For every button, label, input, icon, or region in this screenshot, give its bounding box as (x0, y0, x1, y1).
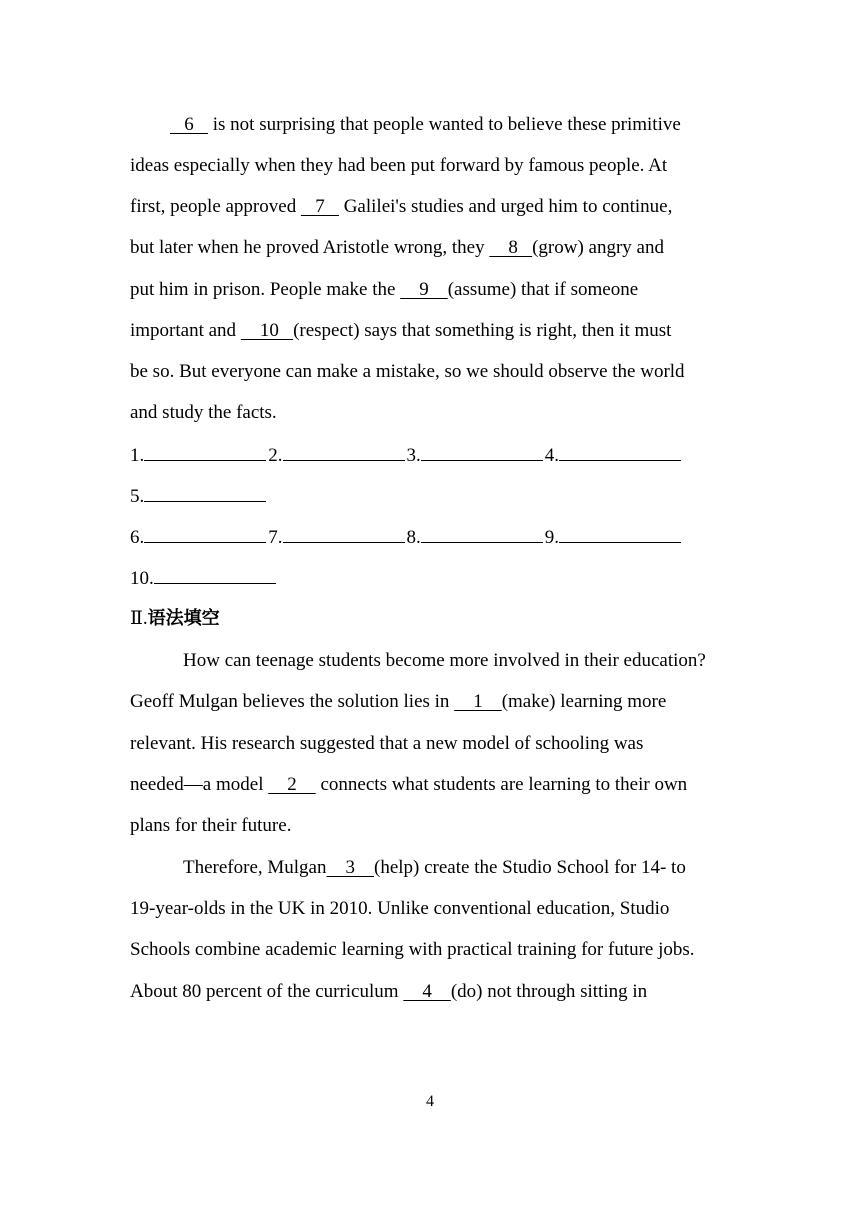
answer-item (268, 526, 406, 550)
blank-number: 4 (403, 981, 451, 1002)
blank-number: 2 (268, 774, 316, 795)
text-span: first, people approved (130, 196, 301, 217)
text-line (170, 113, 681, 137)
blank-number: 8 (489, 237, 533, 258)
answer-item (545, 444, 683, 468)
text-span: (grow) angry and (532, 237, 664, 258)
answer-blank-line[interactable] (283, 541, 405, 543)
text-span: put him in prison. People make the (130, 279, 401, 300)
answer-blank-line[interactable] (144, 500, 266, 502)
text-span: (respect) says that something is right, then it must (293, 320, 672, 341)
text-span: and study the facts. (130, 402, 277, 423)
answer-row (130, 485, 268, 509)
text-line (130, 773, 687, 797)
answer-row (130, 444, 683, 468)
answer-blank-line[interactable] (144, 459, 266, 461)
answer-blank-line[interactable] (154, 582, 276, 584)
text-span: is not surprising that people wanted to believe these primitive (208, 114, 681, 135)
text-span: needed—a model (130, 774, 269, 795)
answer-row (130, 567, 278, 591)
text-line (130, 897, 669, 921)
blank-number: 3 (326, 857, 374, 878)
text-line (130, 980, 647, 1004)
answer-blank-line[interactable] (144, 541, 266, 543)
blank-number: 7 (300, 196, 339, 217)
answer-blank-line[interactable] (283, 459, 405, 461)
answer-blank-line[interactable] (421, 459, 543, 461)
text-line (130, 195, 672, 219)
answer-label: 1. (130, 445, 145, 466)
answer-row (130, 526, 683, 550)
blank-number: 1 (454, 691, 502, 712)
answer-label: 6. (130, 527, 145, 548)
text-span: (assume) that if someone (447, 279, 639, 300)
answer-label: 2. (268, 445, 283, 466)
answer-blank-line[interactable] (559, 459, 681, 461)
text-line (130, 236, 664, 260)
answer-item (130, 567, 278, 591)
answer-item (130, 526, 268, 550)
blank-number: 9 (400, 279, 448, 300)
text-line (130, 319, 671, 343)
page-number: 4 (426, 1093, 434, 1110)
answer-blank-line[interactable] (559, 541, 681, 543)
answer-label: 9. (544, 527, 559, 548)
answer-blank-line[interactable] (421, 541, 543, 543)
text-span: (make) learning more (501, 691, 667, 712)
answer-item (130, 444, 268, 468)
text-span: be so. But everyone can make a mistake, so we should observe the world (130, 361, 685, 382)
text-line (130, 401, 277, 425)
text-line (130, 360, 685, 384)
answer-item (130, 485, 268, 509)
blank-number: 6 (170, 114, 208, 135)
answer-label: 8. (406, 527, 421, 548)
text-span: Galilei's studies and urged him to continue, (338, 196, 673, 217)
text-span: (help) create the Studio School for 14- to (374, 857, 686, 878)
text-span: How can teenage students become more involved in their education? (183, 650, 706, 671)
text-span: 19-year-olds in the UK in 2010. Unlike conventional education, Studio (130, 898, 670, 919)
text-line (130, 814, 291, 838)
section-heading (130, 607, 220, 631)
answer-label: 5. (130, 486, 145, 507)
text-span: About 80 percent of the curriculum (130, 981, 404, 1002)
text-span: (do) not through sitting in (450, 981, 648, 1002)
text-line (130, 154, 667, 178)
answer-label: 3. (406, 445, 421, 466)
text-line (130, 690, 666, 714)
answer-label: 7. (268, 527, 283, 548)
text-span: relevant. His research suggested that a new model of schooling was (130, 733, 644, 754)
section-numeral: Ⅱ. (130, 608, 148, 629)
text-span: but later when he proved Aristotle wrong, they (130, 237, 490, 258)
text-span: Therefore, Mulgan (183, 857, 327, 878)
text-line (130, 278, 638, 302)
text-span: ideas especially when they had been put forward by famous people. At (130, 155, 668, 176)
answer-item (407, 444, 545, 468)
text-span: plans for their future. (130, 815, 292, 836)
blank-number: 10 (240, 320, 294, 341)
text-span: connects what students are learning to their own (315, 774, 688, 795)
text-span: Schools combine academic learning with practical training for future jobs. (130, 939, 695, 960)
text-line (183, 649, 706, 673)
answer-item (268, 444, 406, 468)
text-span: important and (130, 320, 241, 341)
text-span: Geoff Mulgan believes the solution lies in (130, 691, 455, 712)
text-line (183, 856, 686, 880)
answer-label: 4. (544, 445, 559, 466)
text-line (130, 732, 643, 756)
section-title: 语法填空 (147, 608, 220, 629)
answer-label: 10. (130, 568, 154, 589)
answer-item (407, 526, 545, 550)
text-line (130, 938, 695, 962)
answer-item (545, 526, 683, 550)
